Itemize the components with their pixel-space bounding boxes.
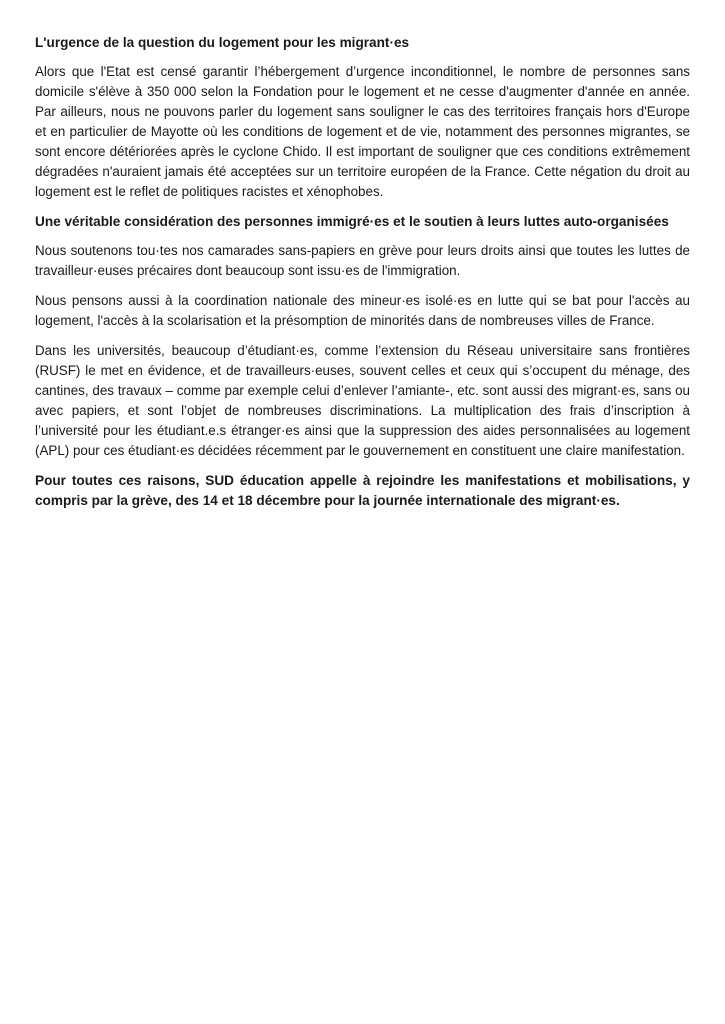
paragraph-universites: Dans les universités, beaucoup d’étudiant·es, comme l’extension du Réseau universitaire sans frontières (RUSF) le met en évidence, et de travailleurs·euses, souvent celles et ceux qui s’occupent du ménage, des cantines, des travaux – comme par exemple celui d’enlever l’amiante-, etc. sont aussi des migrant·es, sans ou avec papiers, et sont l’objet de nombreuses discriminations. La multiplication des frais d’inscription à l’université pour les étudiant.e.s étranger·es ainsi que la suppression des aides personnalisées au logement (APL) pour ces étudiant·es décidées récemment par le gouvernement en constituent une claire manifestation.	[35, 343, 690, 458]
document-page	[35, 33, 690, 511]
paragraph-housing: Alors que l'Etat est censé garantir l’hébergement d’urgence inconditionnel, le nombre de personnes sans domicile s'élève à 350 000 selon la Fondation pour le logement et ne cesse d'augmenter d'année en année. Par ailleurs, nous ne pouvons parler du logement sans souligner le cas des territoires français hors d'Europe et en particulier de Mayotte où les conditions de logement et de vie, notamment des personnes migrantes, se sont encore détériorées après le cyclone Chido. Il est important de souligner que ces conditions extrêmement dégradées n'auraient jamais été acceptées sur un territoire européen de la France. Cette négation du droit au logement est le reflet de politiques racistes et xénophobes.	[35, 64, 690, 199]
section-heading-housing: L'urgence de la question du logement pour les migrant·es	[35, 35, 410, 50]
paragraph-mineurs: Nous pensons aussi à la coordination nationale des mineur·es isolé·es en lutte qui se bat pour l'accès au logement, l'accès à la scolarisation et la présomption de minorités dans de nombreuses villes de France.	[35, 293, 690, 328]
section-heading-consideration: Une véritable considération des personnes immigré·es et le soutien à leurs luttes auto-organisées	[35, 214, 669, 229]
conclusion-call-to-action: Pour toutes ces raisons, SUD éducation appelle à rejoindre les manifestations et mobilisations, y compris par la grève, des 14 et 18 décembre pour la journée internationale des migrant·es.	[35, 473, 690, 508]
paragraph-sans-papiers: Nous soutenons tou·tes nos camarades sans-papiers en grève pour leurs droits ainsi que toutes les luttes de travailleur·euses précaires dont beaucoup sont issu·es de l'immigration.	[35, 243, 690, 278]
